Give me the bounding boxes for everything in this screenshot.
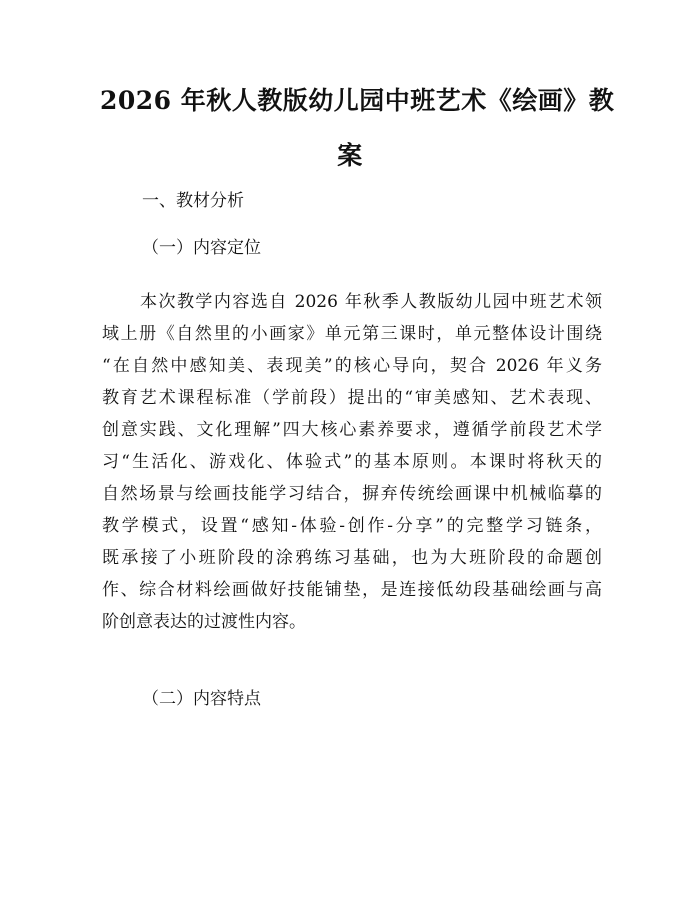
paragraph-line: 习“生活化、游戏化、体验式”的基本原则。本课时将秋天的 bbox=[102, 452, 602, 472]
paragraph-line: 作、综合材料绘画做好技能铺垫，是连接低幼段基础绘画与高 bbox=[102, 580, 602, 600]
paragraph-line: 既承接了小班阶段的涂鸦练习基础，也为大班阶段的命题创 bbox=[102, 548, 602, 568]
subsection-heading-content-positioning: （一）内容定位 bbox=[142, 238, 261, 258]
paragraph-line: 教学模式，设置“感知-体验-创作-分享”的完整学习链条， bbox=[102, 516, 602, 536]
paragraph-line: 域上册《自然里的小画家》单元第三课时，单元整体设计围绕 bbox=[102, 324, 602, 344]
subsection-heading-content-features: （二）内容特点 bbox=[142, 689, 261, 709]
paragraph-line: 创意实践、文化理解”四大核心素养要求，遵循学前段艺术学 bbox=[102, 420, 602, 440]
document-title-line-2: 案 bbox=[337, 141, 363, 170]
paragraph-content-positioning bbox=[102, 286, 602, 638]
paragraph-line: 阶创意表达的过渡性内容。 bbox=[102, 612, 306, 632]
document-title-line-1: 2026 年秋人教版幼儿园中班艺术《绘画》教 bbox=[100, 86, 615, 115]
paragraph-line: 教育艺术课程标准（学前段）提出的“审美感知、艺术表现、 bbox=[102, 388, 602, 408]
section-heading-teaching-material-analysis: 一、教材分析 bbox=[142, 191, 244, 211]
paragraph-line: 自然场景与绘画技能学习结合，摒弃传统绘画课中机械临摹的 bbox=[102, 484, 602, 504]
paragraph-line: “在自然中感知美、表现美”的核心导向，契合 2026 年义务 bbox=[102, 356, 602, 376]
paragraph-line: 本次教学内容选自 2026 年秋季人教版幼儿园中班艺术领 bbox=[140, 292, 602, 312]
